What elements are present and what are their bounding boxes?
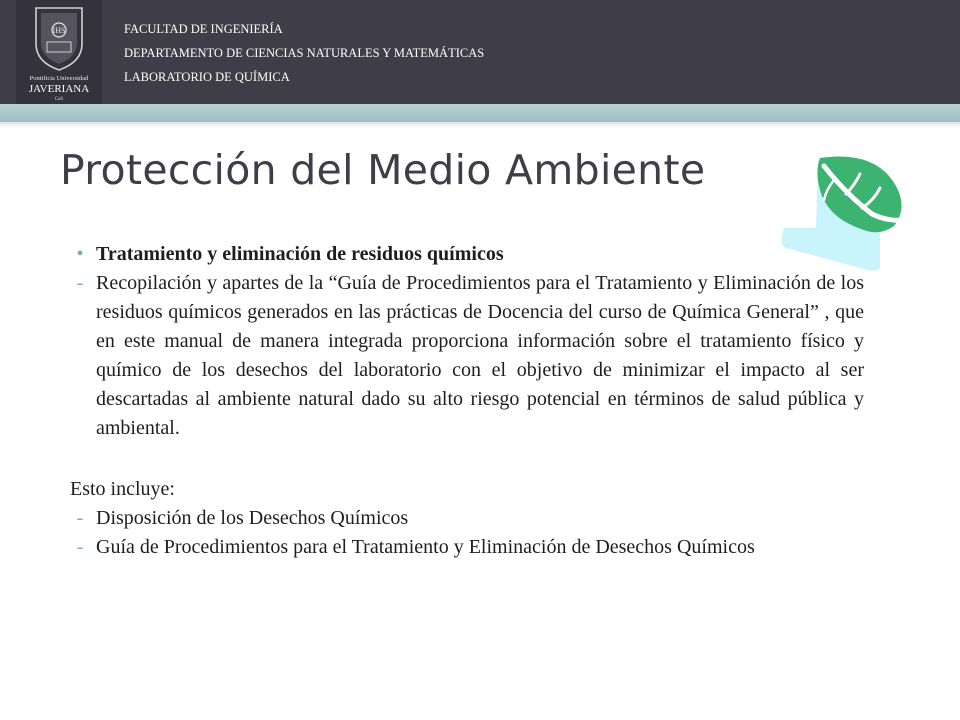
includes-label: Esto incluye: bbox=[70, 478, 175, 500]
header-accent-band bbox=[0, 104, 960, 122]
includes-item-text: Disposición de los Desechos Químicos bbox=[96, 507, 409, 529]
header-department: DEPARTAMENTO DE CIENCIAS NATURALES Y MATEMÁTICAS bbox=[124, 46, 485, 60]
spacer bbox=[70, 443, 864, 475]
paragraph-text: Recopilación y apartes de la “Guía de Procedimientos para el Tratamiento y Eliminación de los residuos químicos generados en las prácticas de Docencia del curso de Química General” , que en este manual de manera integrada proporciona información sobre el tratamiento físico y químico de los desechos del laboratorio con el objetivo de minimizar el impacto al ser descartadas al ambiente natural dado su alto riesgo potencial en términos de salud pública y ambiental. bbox=[96, 272, 864, 439]
dash-marker: - bbox=[76, 536, 84, 558]
slide-content bbox=[70, 240, 864, 562]
header-faculty: FACULTAD DE INGENIERÍA bbox=[124, 22, 283, 36]
university-crest-icon bbox=[14, 0, 104, 104]
paragraph-item bbox=[70, 269, 864, 443]
logo-text-city: Cali bbox=[54, 97, 64, 102]
header-laboratory: LABORATORIO DE QUÍMICA bbox=[124, 70, 290, 84]
bullet-heading bbox=[70, 240, 864, 269]
dash-marker: - bbox=[76, 272, 84, 294]
section-heading: Tratamiento y eliminación de residuos químicos bbox=[96, 243, 504, 265]
logo-text-university: Pontificia Universidad bbox=[29, 75, 89, 82]
includes-item bbox=[70, 504, 864, 533]
slide-title: Protección del Medio Ambiente bbox=[60, 146, 706, 194]
includes-item bbox=[70, 533, 864, 562]
bullet-marker: • bbox=[76, 243, 84, 265]
header-shadow bbox=[0, 122, 960, 128]
dash-marker: - bbox=[76, 507, 84, 529]
header-text bbox=[124, 17, 484, 89]
logo-text-javeriana: JAVERIANA bbox=[28, 83, 90, 95]
svg-text:IHS: IHS bbox=[52, 26, 66, 35]
includes-item-text: Guía de Procedimientos para el Tratamiento y Eliminación de Desechos Químicos bbox=[96, 536, 755, 558]
